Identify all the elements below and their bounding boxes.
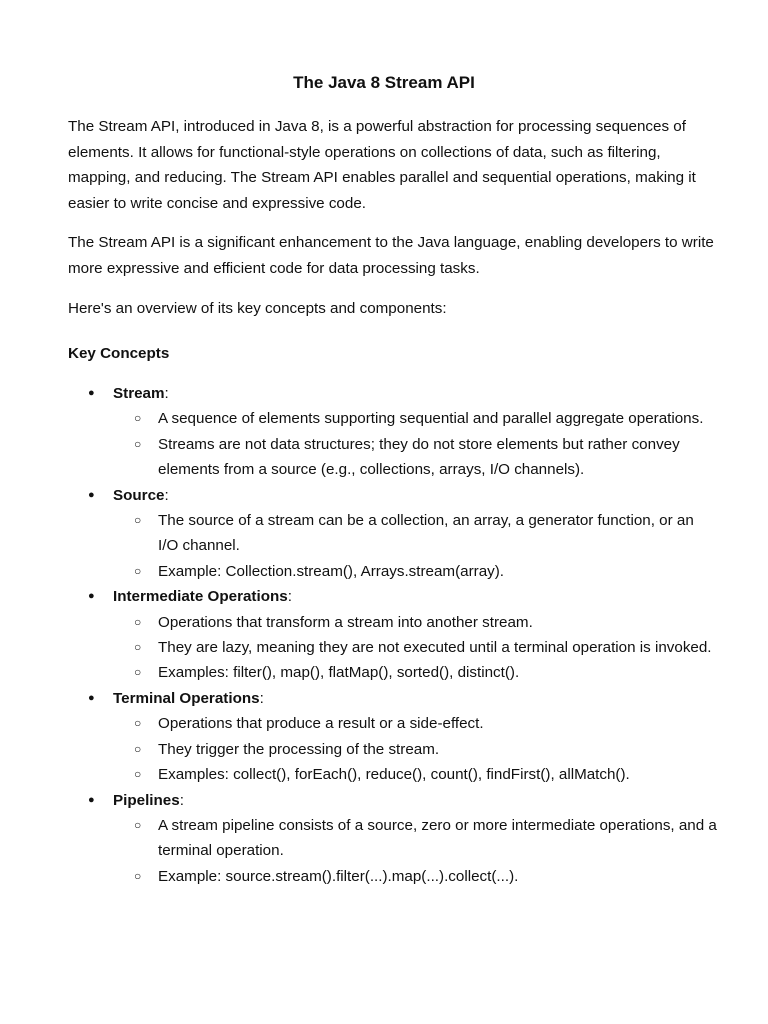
concept-point-text: A sequence of elements supporting sequential and parallel aggregate operations. <box>158 410 704 428</box>
sub-bullet-icon: ○ <box>134 436 142 451</box>
sub-bullet-icon: ○ <box>134 716 142 731</box>
concept-label-colon: : <box>259 689 264 707</box>
concept-point <box>0 660 718 685</box>
sub-bullet-icon: ○ <box>134 665 142 680</box>
concept-label-colon: : <box>287 588 292 606</box>
sub-bullet-icon: ○ <box>134 640 142 655</box>
bullet-icon: ● <box>88 590 95 603</box>
concept-point-text: Example: source.stream().filter(...).map(...).collect(...). <box>158 867 519 885</box>
key-concepts-heading: Key Concepts <box>68 345 170 362</box>
concept-label-colon: : <box>164 385 169 402</box>
concept-point-text: Operations that produce a result or a side-effect. <box>158 715 484 733</box>
concept-point <box>0 508 718 559</box>
concept-point <box>0 559 718 584</box>
concept-label: Terminal Operations <box>113 689 260 707</box>
concept-label-colon: : <box>179 791 184 809</box>
sub-bullet-icon: ○ <box>134 741 142 756</box>
concept-point-text: They are lazy, meaning they are not executed until a terminal operation is invoked. <box>158 639 712 657</box>
bullet-icon: ● <box>88 387 95 399</box>
concept-item <box>0 788 768 813</box>
concept-item <box>0 483 768 508</box>
sub-bullet-icon: ○ <box>134 868 142 883</box>
concept-label: Intermediate Operations <box>113 588 288 606</box>
concept-point-text: Operations that transform a stream into another stream. <box>158 613 533 631</box>
sub-bullet-icon: ○ <box>134 513 142 528</box>
concept-point <box>0 610 718 635</box>
key-concepts-list <box>0 381 768 889</box>
concept-label-colon: : <box>164 486 169 504</box>
concept-point-text: A stream pipeline consists of a source, zero or more intermediate operations, and a terminal operation. <box>158 816 717 860</box>
concept-point <box>0 864 718 889</box>
concept-label: Source <box>113 486 165 504</box>
concept-point <box>0 737 718 762</box>
concept-point-text: The source of a stream can be a collection, an array, a generator function, or an I/O channel. <box>158 512 694 555</box>
concept-point <box>0 762 718 787</box>
concept-item <box>0 584 768 609</box>
concept-point <box>0 406 718 431</box>
enhancement-paragraph: The Stream API is a significant enhancement to the Java language, enabling developers to write more expressive and efficient code for data processing tasks. <box>68 234 714 277</box>
concept-point-text: Examples: filter(), map(), flatMap(), sorted(), distinct(). <box>158 664 520 682</box>
concept-point <box>0 635 718 660</box>
sub-bullet-icon: ○ <box>134 817 142 832</box>
sub-bullet-icon: ○ <box>134 411 142 426</box>
concept-point <box>0 711 718 736</box>
bullet-icon: ● <box>88 793 95 806</box>
concept-point-text: Streams are not data structures; they do not store elements but rather convey elements from a source (e.g., collections, arrays, I/O channels). <box>158 435 680 479</box>
concept-point-text: Examples: collect(), forEach(), reduce(), count(), findFirst(), allMatch(). <box>158 766 630 784</box>
document-title: The Java 8 Stream API <box>293 73 475 92</box>
concept-point <box>0 432 718 483</box>
concept-point-text: Example: Collection.stream(), Arrays.stream(array). <box>158 562 505 580</box>
concept-point-text: They trigger the processing of the stream. <box>158 740 440 758</box>
bullet-icon: ● <box>88 488 95 501</box>
concept-item <box>0 381 768 406</box>
intro-paragraph: The Stream API, introduced in Java 8, is a powerful abstraction for processing sequences of elements. It allows for functional-style operations on collections of data, such as filtering, mapping, and reducing. The Stream API enables parallel and sequential operations, making it easier to write concise and expressive code. <box>68 118 696 212</box>
concept-label: Pipelines <box>113 791 180 809</box>
concept-label: Stream <box>113 385 165 402</box>
concept-point <box>0 813 718 864</box>
overview-paragraph: Here's an overview of its key concepts and components: <box>68 300 447 317</box>
concept-item <box>0 686 768 711</box>
sub-bullet-icon: ○ <box>134 767 142 782</box>
bullet-icon: ● <box>88 691 95 704</box>
sub-bullet-icon: ○ <box>134 614 142 629</box>
sub-bullet-icon: ○ <box>134 563 142 578</box>
